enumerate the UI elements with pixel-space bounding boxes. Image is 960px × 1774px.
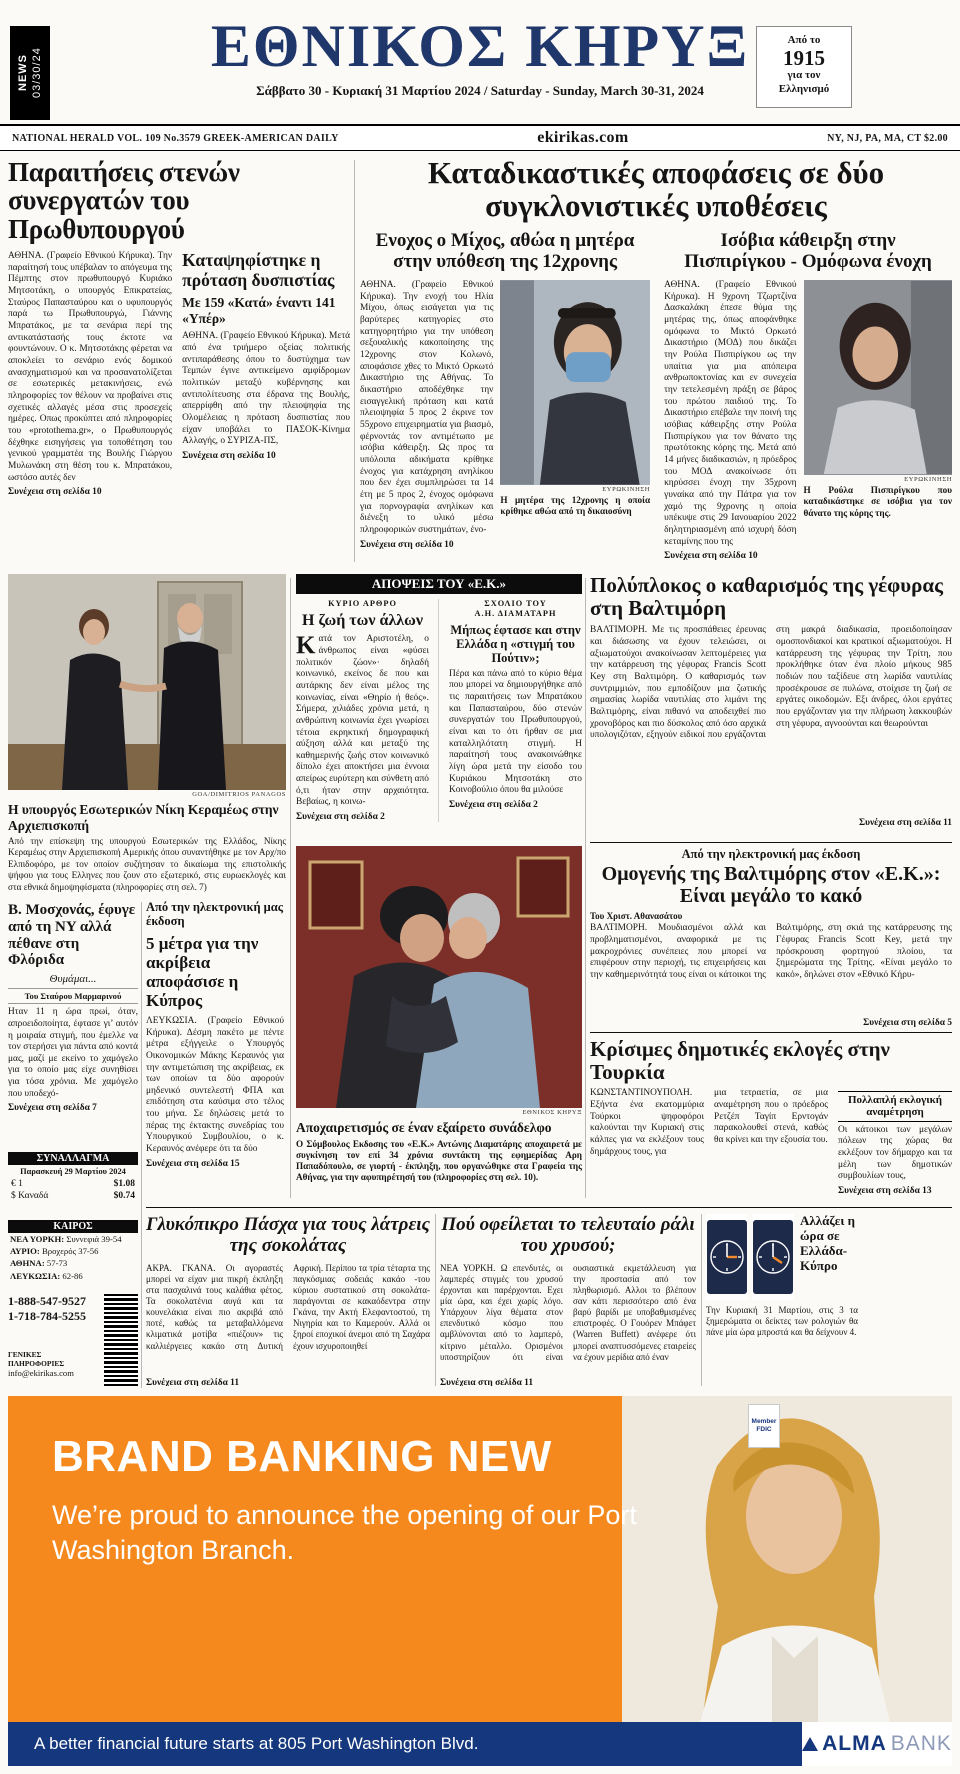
continuation-note: Συνέχεια στη σελίδα 10 — [182, 450, 276, 461]
article-kicker: Από την ηλεκτρονική μας έκδοση — [146, 900, 283, 929]
weather-city: ΑΘΗΝΑ: — [10, 1258, 45, 1269]
exchange-row — [8, 1190, 138, 1202]
masthead — [0, 0, 960, 124]
newspaper-title: ΕΘΝΙΚΟΣ ΚΗΡΥΞ — [210, 13, 750, 79]
article-body: μια τετραετία, σε μια αναμέτρηση που ο πρόεδρος Ρετζέπ Ταγίπ Ερντογάν παρακολουθεί στενά, καθώς θα κρίνει και την εξουσία του. — [714, 1088, 828, 1145]
article-title: Πού οφείλεται το τελευταίο ράλι του χρυσού; — [441, 1214, 695, 1257]
article-title: Ενοχος ο Μίχος, αθώα η μητέρα στην υπόθεση της 12χρονης — [375, 230, 635, 273]
website-url: ekirikas.com — [537, 129, 629, 146]
article-body: ΚΩΝΣΤΑΝΤΙΝΟΥΠΟΛΗ. Εξήντα ένα εκατομμύρια Τούρκοι ψηφοφόροι καλούνται την Κυριακή στις κάλπες για να εκλέξουν τους δημάρχους τους, για — [590, 1088, 704, 1157]
article-body: ΒΑΛΤΙΜΟΡΗ. Μουδιασμένοι αλλά και προβληματισμένοι, αναφορικά με τις μακροχρόνιες συνέπειες που μπορεί να επιφέρουν στην περιοχή, τις επιχειρήσεις και την καθημερινότητά τους είναι οι κάτοικοι της Βαλτιμόρης, στη σκιά της κατάρρευσης της Γέφυρας Francis Scott Key, μετά την πρόσκρουση φορτηγού πλοίου, τα ξημερώματα της Τρίτης. «Είναι μεγάλο το κακό», δηλώνει στον «Εθνικό Κήρυ- — [590, 923, 952, 980]
column-rule — [701, 1214, 702, 1386]
article-title: Β. Μοσχονάς, έφυγε από τη NY αλλά πέθανε στη Φλόριδα — [8, 902, 136, 969]
continuation-note: Συνέχεια στη σελίδα 11 — [440, 1377, 534, 1386]
article-title: Ισόβια κάθειρξη στην Πισπιρίγκου - Ομόφωνα ένοχη — [684, 230, 932, 273]
news-date: 03/30/24 — [31, 47, 43, 99]
fdic-member: Member — [751, 1418, 777, 1426]
article-title: 5 μέτρα για την ακρίβεια αποφάσισε η Κύπρος — [146, 933, 259, 1010]
photo-farewell-embrace — [296, 846, 582, 1108]
weather-value: 57-73 — [46, 1258, 68, 1269]
currency-value: $0.74 — [113, 1191, 135, 1201]
opinion-body: Πέρα και πάνω από το κύριο θέμα που μπορεί να δημιουργήθηκε από τις παραιτήσεις των Μπρατάκου και Παπασταύρου, δύο στενών συνεργατών του Πρωθυπουργού, είναι και το ότι ήρθαν σε μια καταλληλότατη στιγμή. Η παραίτησή τους ανακοινώθηκε λίγη ώρα μετά την είσοδο του Κυριάκου Μητσοτάκη στο Κοινοβούλιο όπου θα μιλούσε — [449, 668, 582, 796]
clock-icon-3oclock — [706, 1214, 748, 1300]
article-michos-verdict — [360, 222, 650, 561]
article-body: ΒΑΛΤΙΜΟΡΗ. Με τις προσπάθειες έρευνας και διάσωσης να έχουν τελειώσει, οι αξιωματούχοι ανακοίνωσαν λεπτομέρειες για την κατάρρευση της γέφυρας Francis Scott Key στη Βαλτιμόρη. Ο καθαρισμός των συντριμμιών, που εμποδίζουν μια ζωτικής σημασίας λωρίδα ναυτιλίας στο λιμάνι της Βαλτιμόρης, είναι πιθανό να αποδειχθεί πιο χρονοβόρος και πιο δύσκολος από όσο αρχικά υπολογιζόταν, εξηγούν ειδικοί που εργάζονται στη μακρά διαδικασία, προειδοποίησαν ομοσπονδιακοί και κρατικοί αξιωματούχοι. Η κατάρρευση της γέφυρας την Τρίτη, που προκλήθηκε όταν ένα πλοίο μήκους 985 ποδιών που ταξίδευε στη λωρίδα ναυτιλίας προσέκρουσε σε πυλώνα, στοίχισε τη ζωή σε εργάτες οικοδομών. Εξι άνδρες, όλοι εργάτες που εργάζονταν για την πλήρωση λακκουβών στη γέφυρα, αγνοούνται και θεωρούνται — [590, 625, 952, 741]
volume-info: NATIONAL HERALD VOL. 109 No.3579 GREEK-AMERICAN DAILY — [12, 132, 339, 144]
photo-caption: Η Ρούλα Πισπιρίγκου που καταδικάστηκε σε ισόβια για τον θάνατο της κόρης της. — [803, 485, 952, 518]
article-body-column-1 — [590, 1088, 704, 1195]
article-title: Κρίσιμες δημοτικές εκλογές στην Τουρκία — [590, 1037, 890, 1084]
article-subtitle: Με 159 «Κατά» έναντι 141 «Υπέρ» — [182, 295, 336, 326]
opinion-title: Μήπως έφτασε και στην Ελλάδα η «στιγμή του Πούτιν»; — [450, 622, 581, 665]
article-body-column — [360, 280, 493, 549]
column-rule — [585, 578, 586, 1198]
continuation-note: Συνέχεια στη σελίδα 11 — [858, 818, 952, 829]
continuation-note: Συνέχεια στη σελίδα 11 — [146, 1377, 240, 1386]
contact-block — [8, 1294, 138, 1390]
weather-row — [8, 1233, 138, 1245]
ad-headline: BRAND BANKING NEW — [52, 1432, 552, 1481]
column-rule — [354, 160, 355, 562]
ad-main-area — [8, 1396, 952, 1722]
weather-header: ΚΑΙΡΟΣ — [8, 1220, 138, 1233]
ad-bar-text: A better financial future starts at 805 Port Washington Blvd. — [8, 1722, 802, 1766]
since-year: 1915 — [783, 45, 825, 70]
weather-value: Βροχερός 37-56 — [41, 1246, 99, 1257]
section-rule — [146, 1207, 952, 1208]
article-chocolate-easter — [146, 1214, 430, 1386]
photo-caption-title: Η υπουργός Εσωτερικών Νίκη Κεραμέως στην Αρχιεπισκοπή — [8, 802, 279, 833]
weather-city: ΝΕΑ ΥΟΡΚΗ: — [10, 1234, 65, 1244]
ad-bottom-bar — [8, 1722, 952, 1766]
opinions-section — [296, 574, 582, 842]
banner-headline: Καταδικαστικές αποφάσεις σε δύο συγκλονιστικές υποθέσεις — [427, 156, 885, 224]
article-omogenis-baltimore — [590, 842, 952, 1028]
article-byline: Του Σταύρου Μαρμαρινού — [8, 988, 138, 1004]
photo-credit: ΕΘΝΙΚΟΣ ΚΗΡΥΞ — [522, 1109, 582, 1116]
barcode — [104, 1294, 138, 1386]
article-body: Την Κυριακή 31 Μαρτίου, στις 3 τα ξημερώματα οι δείκτες των ρολογιών θα πάνε μία ώρα μπροστά και θα δείχνουν 4. — [706, 1305, 858, 1338]
continuation-note: Συνέχεια στη σελίδα 10 — [8, 487, 102, 498]
photo-story-keramews — [8, 574, 286, 898]
bank-suffix: BANK — [890, 1732, 952, 1755]
opinion-label: ΚΥΡΙΟ ΑΡΘΡΟ — [328, 599, 397, 608]
weather-row — [8, 1270, 138, 1282]
contact-info — [8, 1294, 98, 1386]
article-tagline: Θυμάμαι... — [49, 973, 97, 986]
article-body-column-2 — [714, 1088, 828, 1195]
article-body: ΑΘΗΝΑ. (Γραφείο Εθνικού Κήρυκα). Μετά από ένα τριήμερο οξείας πολιτικής αντιπαράθεσης όπου το δυστύχημα των Τεμπών έγινε αντικείμενο αμφίδρομων πολιτικών μεταξύ κυβέρνησης και αντιπολίτευσης στα έδρανα της Βουλής, απερρίφθη από την πλειοψηφία της Ολομέλειας η πρόταση δυσπιστίας που είχαν υποβάλει το ΠΑΣΟΚ-Κίνημα Αλλαγής, ο ΣΥΡΙΖΑ-ΠΣ, — [182, 331, 350, 447]
continuation-note: Συνέχεια στη σελίδα 15 — [146, 1158, 240, 1169]
article-body: ΛΕΥΚΩΣΙΑ. (Γραφείο Εθνικού Κήρυκα). Δέσμη πακέτο με πέντε μέτρα εξήγγειλε ο Υπουργός Οικονομικών Μάκης Κεραυνός για την αντιμετώπιση της ακρίβειας, εκ των οποίων τα δύο αφορούν μηδενικό συντελεστή ΦΠΑ και επιδότηση στα καύσιμα στο τέλος του μήνα. Σε δηλώσεις μετά το πέρας της έκτακτης συνεδρίας του Υπουργικού Συμβουλίου, ο κ. Κεραυνός ανέφερε ότι τα δύο — [146, 1015, 284, 1155]
article-kicker: Από την ηλεκτρονική μας έκδοση — [681, 847, 861, 861]
weather-row — [8, 1257, 138, 1269]
clock-photos — [706, 1214, 794, 1300]
article-no-confidence — [182, 251, 350, 497]
article-title: Παραιτήσεις στενών συνεργατών του Πρωθυπουργού — [8, 158, 240, 244]
phone-number: 1-718-784-5255 — [8, 1309, 86, 1323]
opinion-label-line2: Α.Η. ΔΙΑΜΑΤΑΡΗ — [474, 609, 557, 619]
weather-value: Συννεφιά 39-54 — [66, 1234, 122, 1244]
photo-pispirigou — [804, 280, 952, 475]
article-body: ΑΘΗΝΑ. (Γραφείο Εθνικού Κήρυκα). Την ενοχή του Ηλία Μίχου, όπως εισάγεται για τις βαρύτερες κατηγορίες στο κατηγορητήριο για την υπόθεση σεξουαλικής κακοποίησης της 12χρονης στον Κολωνό, αποφάσισε χθες το Μικτό Ορκωτό Δικαστήριο της Αθήνας. Το δικαστήριο αποδέχθηκε την εισαγγελική πρόταση και κατά πλειοψηφία 5 προς 2 έκρινε τον 55χρονο επιχειρηματία για βιασμό, φέρνοντάς τον αντιμέτωπο με ισόβια κάθειρξη. Ως προς τα υπόλοιπα αδικήματα κρίθηκε ένοχος για κατάχρηση ανηλίκου που δεν έχει συμπληρώσει τα 14 έτη με 5 προς 2, ένοχος ομόφωνα για πορνογραφία ανηλίκων και διένεξη το υλικό μέσω πληροφορικών συστημάτων, ένο- — [360, 280, 494, 535]
article-clock-change — [706, 1214, 858, 1364]
photo-story-farewell — [296, 846, 582, 1202]
clock-icon-4oclock — [752, 1214, 794, 1300]
article-title: Καταψηφίστηκε η πρόταση δυσπιστίας — [182, 250, 335, 290]
currency-label: € 1 — [11, 1179, 23, 1189]
continuation-note: Συνέχεια στη σελίδα 10 — [664, 551, 758, 562]
article-title: Αλλάζει η ώρα σε Ελλάδα-Κύπρο — [800, 1214, 856, 1273]
photo-credit: ΕΥΡΩΚΙΝΗΣΗ — [904, 476, 952, 484]
article-body-column — [8, 251, 172, 497]
article-body: ΑΘΗΝΑ. (Γραφείο Εθνικού Κήρυκα). Η 9χρονη Τζωρτζίνα Δασκαλάκη έπεσε θύμα της μητέρας της, όπως αποφάνθηκε ομόφωνα το Μικτό Ορκωτό Δικαστήριο (ΜΟΔ) που δικάζει την Ρούλα Πισπιρίγκου ως την υπαίτια για μια απόπειρα ανθρωποκτονίας και εν συνεχεία την τετελεσμένη πράξη σε βάρος του πρώτου παιδιού της. Το Δικαστήριο επέβαλε την ποινή της ισόβιας κάθειρξης στην Ρούλα Πισπιρίγκου για τον θάνατο της πρωτότοκης κόρης της. Μετά από 14 μήνες διαδικασιών, η πρόεδρος του ΜΟΔ ανακοίνωσε ότι κηρύσσει ένοχη την 35χρονη γυναίκα από την Πάτρα για τον χαμό της 9χρονης η οποία υπέκυψε στις 29 Ιανουαρίου 2022 δηλητηριασμένη από ισχυρή δόση κεταμίνης που της — [664, 280, 797, 547]
continuation-note: Συνέχεια στη σελίδα 5 — [863, 1018, 952, 1028]
article-turkey-elections — [590, 1032, 952, 1206]
column-rule — [435, 1214, 436, 1386]
exchange-rates-box — [8, 1152, 138, 1214]
article-body: Οι κάτοικοι των μεγάλων πόλεων της χώρας θα εκλέξουν τον δήμαρχο και τα μέλη των δημοτικών συμβουλίων τους, — [838, 1124, 952, 1182]
ad-subheadline: We’re proud to announce the opening of our Port Washington Branch. — [52, 1500, 637, 1566]
phone-number: 1-888-547-9527 — [8, 1294, 86, 1308]
since-mid: για τον — [787, 68, 821, 81]
currency-value: $1.08 — [113, 1179, 135, 1189]
bank-advertisement — [8, 1396, 952, 1766]
article-body-column — [664, 280, 796, 561]
news-date-box — [10, 26, 50, 120]
column-rule — [141, 902, 142, 1388]
news-label: NEWS — [17, 54, 29, 92]
article-body: Ηταν 11 η ώρα πρωί, όταν, απροειδοποίητα, έφτασε γι’ αυτόν η μοιραία στιγμή, που έμελλε να τον στερήσει για πάντα από κοντά μας, μαζί με εκείνο το χαμόγελο για το οποίο μας είχε συνηθίσει για τόσα χρόνια. Με χαμόγελο που υποδεχό- — [8, 1007, 138, 1099]
article-gold-rally — [440, 1214, 696, 1386]
currency-label: $ Καναδά — [11, 1191, 49, 1201]
info-bar — [0, 124, 960, 151]
exchange-header: ΣΥΝΑΛΛΑΓΜΑ — [8, 1152, 138, 1165]
fdic-label: FDIC — [756, 1426, 772, 1433]
article-body: ΑΚΡΑ. ΓΚΑΝΑ. Οι αγοραστές μπορεί να είχαν μια πικρή έκπληξη στα πασχαλινά τους καλάθια φέτος. Τα σοκολατένια αυγά και τα κουνελάκια είναι πιο ακριβά από ποτέ, καθώς τα μεταβαλλόμενα κλιματικά μοτίβα «πιέζουν» τις καλλιέργειες κακάο στη Δυτική Αφρική. Περίπου τα τρία τέταρτα της παγκόσμιας σοδειάς κακάο -του κύριου συστατικού στη σοκολάτα- παράγονται σε κακαόδεντρα στην Γκάνα, την Ακτή Ελεφαντοστού, τη Νιγηρία και το Καμερούν. Αλλά οι ξηροί εποχικοί άνεμοι από τη Σαχάρα έχουν ισχυροποιηθεί — [146, 1262, 430, 1351]
photo-credit: ΕΥΡΩΚΙΝΗΣΗ — [602, 486, 651, 494]
photo-mother-masked — [500, 280, 650, 485]
price-info: NY, NJ, PA, MA, CT $2.00 — [827, 132, 948, 144]
continuation-note: Συνέχεια στη σελίδα 2 — [296, 812, 385, 823]
photo-keramews-archdiocese — [8, 574, 286, 790]
continuation-note: Συνέχεια στη σελίδα 7 — [8, 1103, 97, 1114]
article-byline: Του Χριστ. Αθανασάτου — [590, 911, 683, 922]
opinion-body: Κατά τον Αριστοτέλη, ο άνθρωπος είναι «φύσει πολιτικόν ζώον»· δηλαδή κοινωνικό, εκείνος δε που και αυτάρκης δεν είναι μέλος της κοινωνίας, είναι «Θηρίο ή θεός». Σήμερα, χιλιάδες χρόνια μετά, η ανθρώπινη κοινωνία έχει γνωρίσει τέτοια εκρηκτική δημογραφική αύξηση αλλά και μεταξύ της καθημερινής ζωής στον κοινωνικό δίπολο έχει αποκτήσει μια έννοια απείρως ευρύτερη και σύνθετη από ό,τι ήταν στην αρχαιότητα. Βεβαίως, η κοινω- — [296, 632, 429, 808]
opinion-title: Η ζωή των άλλων — [302, 612, 423, 630]
weather-city: ΑΥΡΙΟ: — [10, 1246, 40, 1257]
photo-caption: Από την επίσκεψη της υπουργού Εσωτερικών της Ελλάδος, Νίκης Κεραμέως στην Αρχιεπισκοπή Αμερικής όπου συναντήθηκε με τον Αρχ/πο Ελπιδοφόρο, με τον οποίον συζήτησαν το δικαίωμα της επιστολικής ψήφου για τους Ελληνες που ζουν στο εξωτερικό, στις ευρωεκλογές και στα εθνικά δημοψηφίσματα (πληροφορίες στη σελ. 7) — [8, 836, 286, 892]
article-title: Ομογενής της Βαλτιμόρης στον «Ε.Κ.»: Είναι μεγάλο το κακό — [601, 863, 941, 907]
article-baltimore-cleanup — [590, 574, 952, 838]
exchange-date: Παρασκευή 29 Μαρτίου 2024 — [20, 1167, 126, 1176]
exchange-row — [8, 1178, 138, 1190]
bank-logo — [802, 1722, 952, 1766]
article-cyprus-measures — [146, 900, 284, 1200]
weather-value: 62-86 — [62, 1270, 83, 1281]
since-post: Ελληνισμό — [778, 82, 830, 95]
photo-caption-title: Αποχαιρετισμός σε έναν εξαίρετο συνάδελφο — [296, 1120, 552, 1135]
photo-cred: GOA/DIMITRIOS PANAGOS — [192, 791, 286, 798]
since-pre: Από το — [787, 34, 821, 46]
opinion-main-article — [296, 599, 439, 822]
photo-caption: Η μητέρα της 12χρονης η οποία κρίθηκε αθώα από τη δικαιοσύνη — [500, 495, 651, 517]
article-body-column-3 — [838, 1088, 952, 1195]
continuation-note: Συνέχεια στη σελίδα 2 — [449, 799, 538, 810]
alma-logo-icon — [802, 1737, 818, 1751]
photo-caption: Ο Σύμβουλος Εκδοσης του «Ε.Κ.» Αντώνης Διαματάρης αποχαιρετά με συγκίνηση τον επί 34 χρόνια συντάκτη της εφημερίδας Αρη Παπαδόπουλο, σε γιορτή - έκπληξη, που οργανώθηκε στα Γραφεία της Αθήνας, για την αφυπηρέτησή του (πληροφορίες στη σελ. 10). — [296, 1138, 582, 1183]
article-body: ΝΕΑ ΥΟΡΚΗ. Ω επενδυτές, οι λαμπερές στιγμές του χρυσού έρχονται και παρέρχονται. Εχει μία ώρα, και έχει χωρίς λόγο. Υπάρχουν λίγα θέματα στον επενδυτικό κόσμο που αμβλύνονται από το λαμπερό, κίτρινο μέταλλο. Ορισμένοι υποστηρίζουν ότι είναι ουσιαστικά εκμετάλλευση για την προστασία από τον πληθωρισμό. Αλλοι το βλέπουν σαν κάτι περισσότερο από ένα βαρύ βαρίδι με υποβαθμισμένες επιστροφές. Ο Γουόρεν Μπάφετ (Warren Buffett) ανέφερε ότι μπορεί αναπτυσσόμενες εταιρείες να έχουν μερίδια από έναν — [440, 1262, 696, 1362]
photo-column — [500, 280, 650, 549]
contact-label: ΓΕΝΙΚΕΣ ΠΛΗΡΟΦΟΡΙΕΣ — [8, 1350, 65, 1368]
opinion-comment-article — [449, 599, 582, 822]
opinion-label-line1: ΣΧΟΛΙΟ ΤΟΥ — [484, 599, 547, 608]
continuation-note: Συνέχεια στη σελίδα 13 — [838, 1185, 932, 1196]
article-moschonas-obit — [8, 902, 138, 1148]
article-subhead: Πολλαπλή εκλογική αναμέτρηση — [838, 1091, 952, 1121]
weather-box — [8, 1220, 138, 1288]
article-body: ΑΘΗΝΑ. (Γραφείο Εθνικού Κήρυκα). Την παραίτησή τους υπέβαλαν το απόγευμα της Πέμπτης στον πρωθυπουργό Κυριάκο Μητσοτάκη, ο υπουργός Επικρατείας, Σταύρος Παπασταύρου και ο υφυπουργός παρά τω Πρωθυπουργώ, Γιάννης Μπρατάκος, με τα σενάρια περί της αντικατάστασής τους έκτοτε να φουντώνουν. Ο κ. Μητσοτάκης φέρεται να αποκλείει το σενάριο ενός δομικού ανασχηματισμού και να προσανατολίζεται σε εσωτερικές μετακινήσεις, ενώ πληροφορίες τον θέλουν να προβαίνει στις σχετικές αλλαγές μέσα στις προσεχείς ημέρες. Οπως προκύπτει από πληροφορίες του «protothema.gr», ο Πρωθυπουργός δέχθηκε εισηγήσεις για τοποθέτηση του γενικού γραμματέα της Βουλής Γιώργου Μυλωνάκη στη θέση του κ. Μπρατάκου, ωστόσο αυτές δεν — [8, 251, 173, 483]
bank-name: ALMA — [822, 1732, 887, 1755]
opinions-header: ΑΠΟΨΕΙΣ ΤΟΥ «Ε.Κ.» — [296, 574, 582, 594]
article-title: Πολύπλοκος ο καθαρισμός της γέφυρας στη Βαλτιμόρη — [590, 574, 943, 620]
article-group-convictions — [360, 156, 952, 566]
article-title: Γλυκόπικρο Πάσχα για τους λάτρεις της σοκολάτας — [146, 1214, 430, 1257]
continuation-note: Συνέχεια στη σελίδα 10 — [360, 539, 454, 550]
weather-city: ΛΕΥΚΩΣΙΑ: — [10, 1270, 61, 1281]
weather-row — [8, 1245, 138, 1257]
contact-email: info@ekirikas.com — [8, 1368, 74, 1378]
article-pm-resignations — [8, 158, 350, 564]
article-pispirigou-verdict — [664, 222, 952, 561]
masthead-dateline: Σάββατο 30 - Κυριακή 31 Μαρτίου 2024 / Saturday - Sunday, March 30-31, 2024 — [256, 83, 704, 98]
column-rule — [290, 578, 291, 1198]
since-1915-box — [756, 26, 852, 108]
photo-column — [804, 280, 952, 561]
